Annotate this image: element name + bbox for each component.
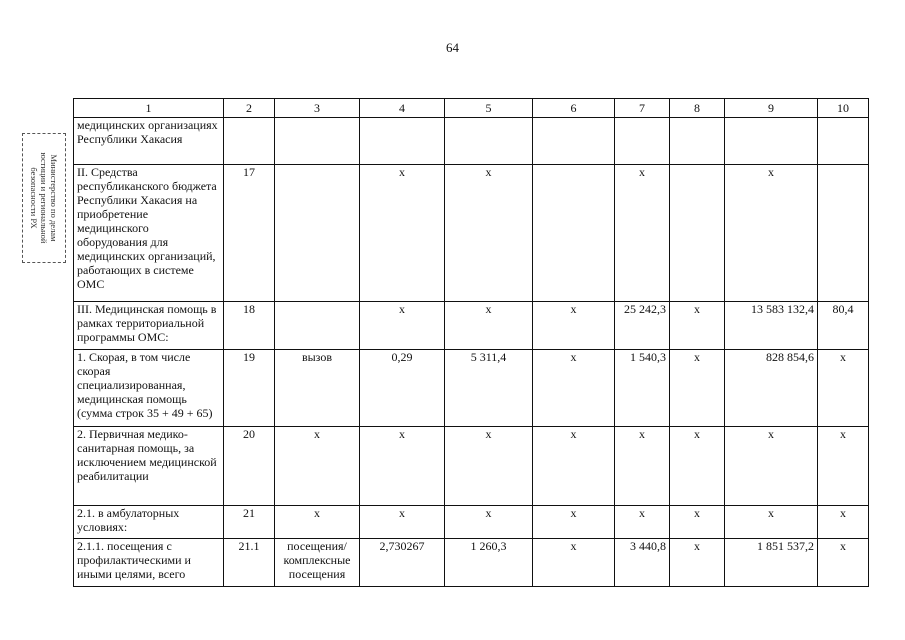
header-cell: 5 bbox=[445, 99, 533, 118]
table-cell bbox=[818, 118, 869, 165]
table-cell: х bbox=[670, 350, 725, 427]
header-cell: 1 bbox=[74, 99, 224, 118]
header-cell: 10 bbox=[818, 99, 869, 118]
table-cell: 1 260,3 bbox=[445, 539, 533, 587]
table-cell: х bbox=[445, 302, 533, 350]
table-cell bbox=[615, 118, 670, 165]
table-cell bbox=[725, 118, 818, 165]
table-cell bbox=[275, 302, 360, 350]
table-cell: 828 854,6 bbox=[725, 350, 818, 427]
table-cell: х bbox=[818, 427, 869, 506]
table-cell: х bbox=[533, 506, 615, 539]
table-cell: 13 583 132,4 bbox=[725, 302, 818, 350]
table-row bbox=[74, 506, 869, 539]
table-cell: х bbox=[670, 302, 725, 350]
stamp-text: Министерство по делам юстиции и региональной безопасности РХ bbox=[29, 152, 59, 244]
table-row bbox=[74, 302, 869, 350]
table-cell: 5 311,4 bbox=[445, 350, 533, 427]
table-row bbox=[74, 165, 869, 302]
table-cell: 80,4 bbox=[818, 302, 869, 350]
table-row bbox=[74, 118, 869, 165]
header-cell: 8 bbox=[670, 99, 725, 118]
data-table bbox=[73, 98, 869, 587]
row-label: 2.1. в амбулаторных условиях: bbox=[74, 506, 224, 539]
table-cell bbox=[818, 165, 869, 302]
table-cell: 21 bbox=[224, 506, 275, 539]
table-cell: х bbox=[360, 506, 445, 539]
table-cell: х bbox=[275, 506, 360, 539]
table-cell: х bbox=[818, 350, 869, 427]
table-cell: х bbox=[360, 165, 445, 302]
table-cell: х bbox=[445, 506, 533, 539]
table-cell: х bbox=[670, 539, 725, 587]
table-cell: х bbox=[818, 539, 869, 587]
table-cell: х bbox=[818, 506, 869, 539]
table-cell bbox=[533, 118, 615, 165]
table-cell: х bbox=[670, 427, 725, 506]
header-cell: 4 bbox=[360, 99, 445, 118]
table-cell bbox=[670, 165, 725, 302]
table-cell: х bbox=[725, 506, 818, 539]
page-number: 64 bbox=[446, 40, 459, 55]
row-label: 1. Скорая, в том числе скорая специализированная, медицинская помощь (сумма строк 35 + 49 + 65) bbox=[74, 350, 224, 427]
table-cell: 3 440,8 bbox=[615, 539, 670, 587]
table-row bbox=[74, 350, 869, 427]
table-cell: х bbox=[445, 165, 533, 302]
table-cell: х bbox=[533, 539, 615, 587]
table-cell: 20 bbox=[224, 427, 275, 506]
table-cell: посещения/ комплексные посещения bbox=[275, 539, 360, 587]
table-cell: 0,29 bbox=[360, 350, 445, 427]
table-cell: х bbox=[725, 427, 818, 506]
header-cell: 7 bbox=[615, 99, 670, 118]
header-cell: 6 bbox=[533, 99, 615, 118]
table-cell: 18 bbox=[224, 302, 275, 350]
table-cell: 17 bbox=[224, 165, 275, 302]
table-cell bbox=[275, 118, 360, 165]
row-label: 2.1.1. посещения с профилактическими и иными целями, всего bbox=[74, 539, 224, 587]
table-cell: х bbox=[533, 427, 615, 506]
table-cell: 1 851 537,2 bbox=[725, 539, 818, 587]
table-cell bbox=[533, 165, 615, 302]
table-cell: х bbox=[533, 350, 615, 427]
table-cell bbox=[670, 118, 725, 165]
table-cell: х bbox=[670, 506, 725, 539]
table-cell bbox=[275, 165, 360, 302]
row-label: III. Медицинская помощь в рамках территориальной программы ОМС: bbox=[74, 302, 224, 350]
table-cell: х bbox=[360, 302, 445, 350]
table-cell: х bbox=[275, 427, 360, 506]
table-cell bbox=[224, 118, 275, 165]
table-cell: х bbox=[445, 427, 533, 506]
header-cell: 3 bbox=[275, 99, 360, 118]
table-cell: 2,730267 bbox=[360, 539, 445, 587]
header-cell: 9 bbox=[725, 99, 818, 118]
table-cell: х bbox=[615, 165, 670, 302]
table-cell: х bbox=[615, 506, 670, 539]
table-cell: вызов bbox=[275, 350, 360, 427]
row-label: 2. Первичная медико-санитарная помощь, за исключением медицинской реабилитации bbox=[74, 427, 224, 506]
table-cell: х bbox=[615, 427, 670, 506]
table-cell: х bbox=[533, 302, 615, 350]
table-cell: 25 242,3 bbox=[615, 302, 670, 350]
row-label: медицинских организациях Республики Хакасия bbox=[74, 118, 224, 165]
table-cell: х bbox=[725, 165, 818, 302]
table-cell bbox=[360, 118, 445, 165]
table-cell bbox=[445, 118, 533, 165]
table-cell: 19 bbox=[224, 350, 275, 427]
table-row bbox=[74, 427, 869, 506]
table-cell: 1 540,3 bbox=[615, 350, 670, 427]
header-row bbox=[74, 99, 869, 118]
row-label: II. Средства республиканского бюджета Республики Хакасия на приобретение медицинского оборудования для медицинских организаций, работающих в системе ОМС bbox=[74, 165, 224, 302]
table-cell: 21.1 bbox=[224, 539, 275, 587]
header-cell: 2 bbox=[224, 99, 275, 118]
registration-stamp bbox=[22, 133, 66, 263]
table-row bbox=[74, 539, 869, 587]
table-cell: х bbox=[360, 427, 445, 506]
